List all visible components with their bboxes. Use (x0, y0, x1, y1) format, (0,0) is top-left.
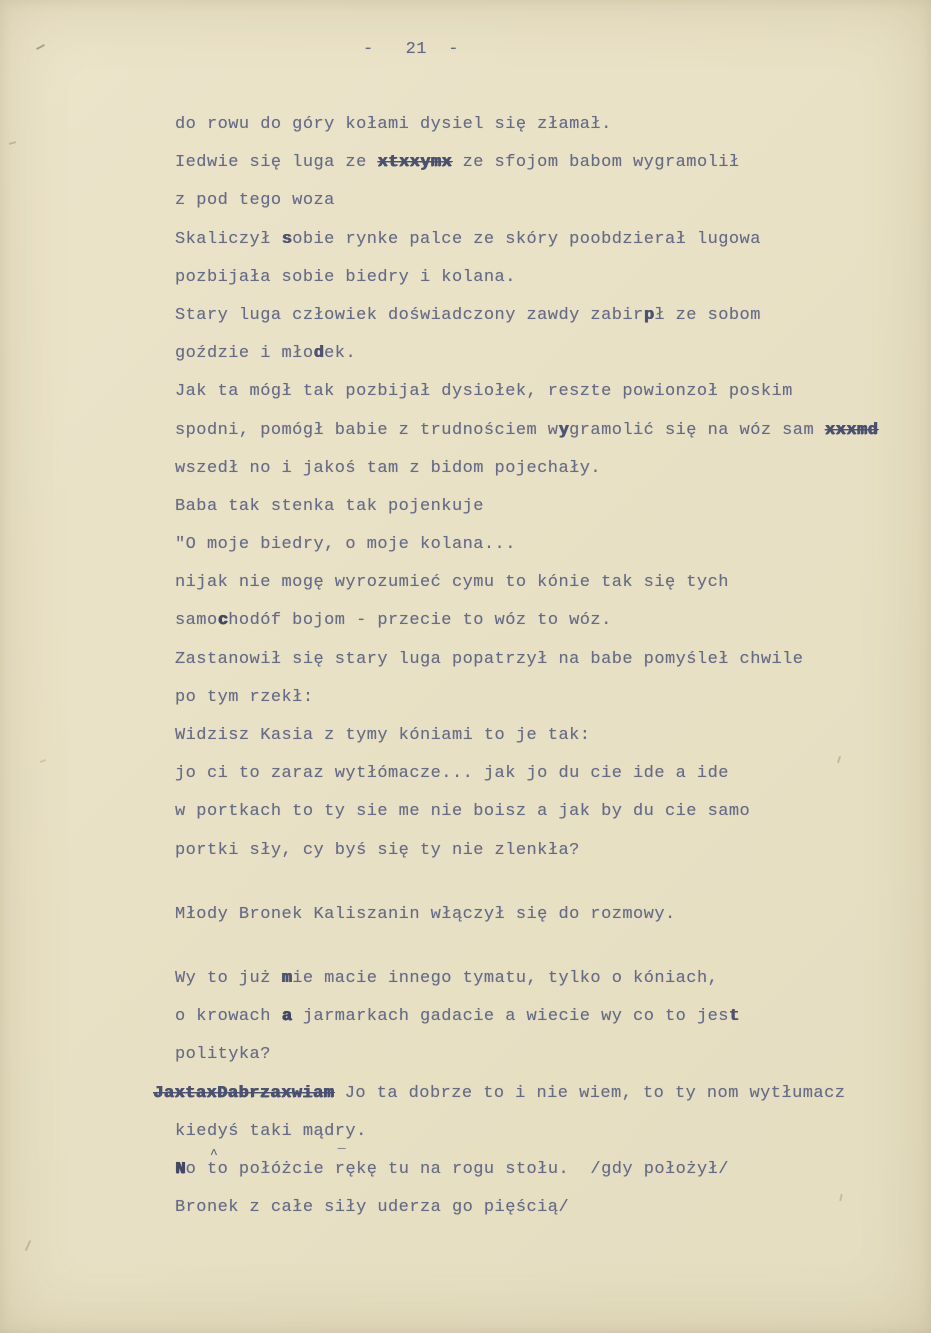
page-number: - 21 - (363, 40, 459, 59)
text-line (175, 641, 931, 679)
typed-segment: nijak nie mogę wyrozumieć cymu to kónie tak się tych (175, 573, 729, 593)
typed-segment: jarmarkach gadacie a wiecie wy co to jes (292, 1007, 729, 1027)
typed-segment: Wy to już (175, 968, 282, 988)
typed-segment: Zastanowił się stary luga popatrzył na babe pomyśleł chwile (175, 649, 804, 669)
text-line (175, 412, 931, 450)
text-line (153, 1075, 931, 1113)
typed-segment: Jak ta mógł tak pozbijał dysiołek, reszte powionzoł poskim (175, 382, 793, 402)
text-line (175, 602, 931, 640)
typed-segment-ot: t (728, 1007, 740, 1027)
text-line (175, 717, 931, 755)
text-line (175, 373, 931, 411)
typed-segment: pozbijała sobie biedry i kolana. (175, 267, 516, 287)
text-line (175, 564, 931, 602)
typed-segment: ie macie innego tymatu, tylko o kóniach, (292, 968, 719, 988)
text-line (175, 106, 931, 144)
typed-segment: w portkach to ty sie me nie boisz a jak by du cie samo (175, 802, 751, 822)
text-line (175, 221, 931, 259)
text-line (175, 755, 931, 793)
typed-segment: obie rynke palce ze skóry poobdzierał lugowa (292, 229, 761, 249)
typed-segment-ot: s (281, 229, 293, 249)
typed-segment-ot: p (643, 305, 655, 325)
typed-segment: Skaliczył (175, 229, 282, 249)
text-line (175, 1113, 931, 1151)
text-line (175, 896, 931, 934)
blank-line (175, 870, 931, 896)
typed-segment: ek. (324, 344, 357, 364)
text-line (175, 793, 931, 831)
typed-segment-ot2: c (217, 611, 229, 631)
text-line (175, 1189, 931, 1227)
typed-segment-ot2: N (175, 1159, 186, 1179)
typed-segment-ot: y (558, 420, 570, 440)
typed-segment-xx: xxxmd (824, 420, 879, 440)
text-line (175, 335, 931, 373)
typed-segment: to połóżcie (206, 1159, 335, 1179)
typed-segment: Stary luga człowiek doświadczony zawdy zabir (175, 305, 644, 325)
typed-segment: rękę tu na rogu stołu. /gdy położył/ (334, 1159, 729, 1179)
typed-segment-ot: d (313, 344, 325, 364)
text-line (175, 960, 931, 998)
typed-segment: Bronek z całe siły uderza go pięścią/ (175, 1198, 570, 1218)
typed-segment: Jo ta dobrze to i nie wiem, to ty nom wytłumacz (334, 1083, 846, 1103)
text-line (175, 144, 931, 182)
text-line (175, 488, 931, 526)
typescript-body (153, 106, 931, 1227)
text-line: No ^to połóżcie ‾rękę tu na rogu stołu. /gdy położył/ (175, 1146, 729, 1179)
text-line (175, 450, 931, 488)
text-line (175, 297, 931, 335)
typed-segment: po tym rzekł: (175, 687, 314, 707)
typed-segment: kiedyś taki mądry. (175, 1121, 367, 1141)
typed-segment: o krowach (175, 1007, 282, 1027)
typed-segment: z pod tego woza (175, 191, 335, 211)
typed-segment: Baba tak stenka tak pojenkuje (175, 496, 484, 516)
typed-segment-xx: xtxxymx (377, 153, 452, 173)
typed-segment-ot2: a (281, 1007, 293, 1027)
typed-segment: portki sły, cy byś się ty nie zlenkła? (175, 840, 580, 860)
text-line (175, 259, 931, 297)
paper-speck (36, 44, 45, 50)
text-line (175, 998, 931, 1036)
blank-line (175, 934, 931, 960)
text-line (175, 679, 931, 717)
paper-speck (40, 759, 46, 763)
typed-segment: jo ci to zaraz wytłómacze... jak jo du cie ide a ide (175, 764, 729, 784)
text-line (175, 1036, 931, 1074)
typed-segment: Widzisz Kasia z tymy kóniami to je tak: (175, 726, 591, 745)
typed-segment: "O moje biedry, o moje kolana... (175, 535, 516, 555)
paper-speck (25, 1240, 31, 1251)
typed-segment: do rowu do góry kołami dysiel się złamał. (175, 115, 612, 134)
typed-segment: hodóf bojom - przecie to wóz to wóz. (228, 611, 612, 631)
text-line (175, 526, 931, 564)
paper-speck (9, 141, 16, 145)
typed-segment: o (185, 1159, 207, 1179)
typed-segment: goździe i mło (175, 344, 314, 364)
typed-segment: Iedwie się luga ze (175, 153, 378, 173)
typed-segment: samo (175, 611, 218, 631)
typed-segment: spodni, pomógł babie z trudnościem w (175, 420, 559, 440)
typed-segment: wszedł no i jakoś tam z bidom pojechały. (175, 458, 602, 478)
typed-segment: Młody Bronek Kaliszanin włączył się do rozmowy. (175, 904, 676, 924)
typed-segment-ot: m (281, 968, 293, 988)
typed-segment: gramolić się na wóz sam (569, 420, 825, 440)
text-line (175, 832, 931, 870)
text-line (175, 182, 931, 220)
typed-segment: ł ze sobom (654, 305, 761, 325)
typed-segment-xx: JaxtaxDabrzaxwiam (153, 1083, 335, 1103)
typed-segment: polityka? (175, 1045, 271, 1065)
typed-segment: ze sfojom babom wygramolił (451, 153, 740, 173)
